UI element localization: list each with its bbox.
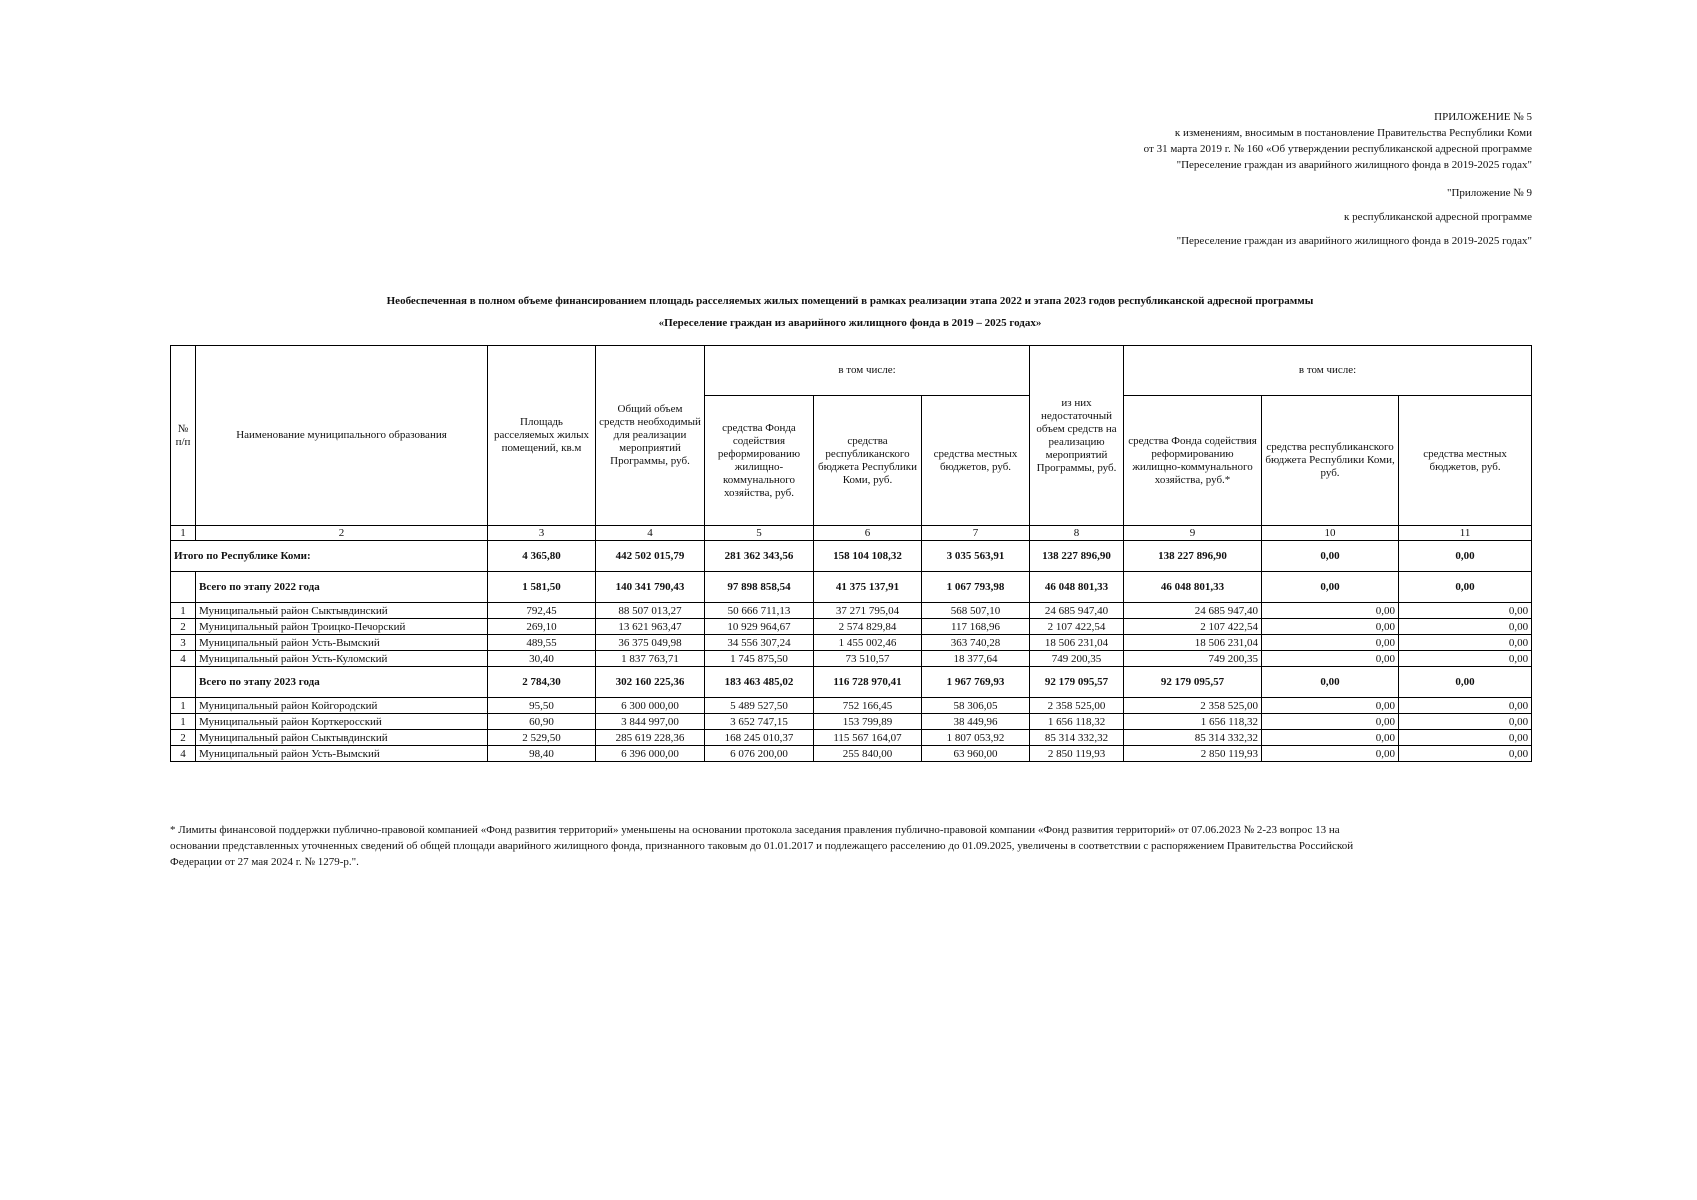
cell-value: 0,00 [1262, 746, 1399, 762]
footnote-line: основании представленных уточненных сведений об общей площади аварийного жилищного фонда, признанного таковым до 01.01.2017 и подлежащего расселению до 01.09.2025, увеличены в соответствии с распоряжением Правительства Российской [170, 840, 1354, 852]
cell-value: 2 358 525,00 [1030, 698, 1124, 714]
cell-value: 2 529,50 [488, 730, 596, 746]
cell-value: 0,00 [1399, 714, 1532, 730]
cell-value: 60,90 [488, 714, 596, 730]
summary-label: Итого по Республике Коми: [171, 541, 488, 572]
cell-value: 1 455 002,46 [814, 635, 922, 651]
header-total-cost: Общий объем средств необходимый для реализации мероприятий Программы, руб. [596, 346, 705, 526]
header-local-budget: средства местных бюджетов, руб. [922, 396, 1030, 526]
summary-row [171, 572, 1532, 603]
table-row [171, 603, 1532, 619]
table-row [171, 651, 1532, 667]
cell-value: 1 745 875,50 [705, 651, 814, 667]
header-group-including: в том числе: [1124, 346, 1532, 396]
column-number: 2 [196, 526, 488, 541]
cell-value: 792,45 [488, 603, 596, 619]
footnote-line: Федерации от 27 мая 2024 г. № 1279-р.". [170, 856, 359, 868]
cell-value: 0,00 [1399, 619, 1532, 635]
municipality-name: Муниципальный район Корткеросский [196, 714, 488, 730]
cell-value: 1 807 053,92 [922, 730, 1030, 746]
summary-value: 302 160 225,36 [596, 667, 705, 698]
cell-value: 0,00 [1399, 698, 1532, 714]
table-row [171, 714, 1532, 730]
cell-value: 2 850 119,93 [1124, 746, 1262, 762]
footnote-line: * Лимиты финансовой поддержки публично-правовой компанией «Фонд развития территорий» уменьшены на основании протокола заседания правления публично-правовой компании «Фонд развития территорий» от 07.06.2023 № 2-23 вопрос 13 на [170, 824, 1340, 836]
cell-value: 73 510,57 [814, 651, 922, 667]
table-row [171, 698, 1532, 714]
cell-value: 2 574 829,84 [814, 619, 922, 635]
summary-value: 0,00 [1262, 667, 1399, 698]
summary-value: 0,00 [1262, 572, 1399, 603]
cell-value: 24 685 947,40 [1030, 603, 1124, 619]
summary-value: 442 502 015,79 [596, 541, 705, 572]
cell-value: 63 960,00 [922, 746, 1030, 762]
municipality-name: Муниципальный район Сыктывдинский [196, 603, 488, 619]
header-fund-shortfall: средства Фонда содействия реформированию жилищно-коммунального хозяйства, руб.* [1124, 396, 1262, 526]
header-row-number: № п/п [171, 346, 196, 526]
funding-table [170, 345, 1532, 762]
cell-value: 2 107 422,54 [1124, 619, 1262, 635]
summary-value: 46 048 801,33 [1124, 572, 1262, 603]
header-republic-budget: средства республиканского бюджета Республики Коми, руб. [814, 396, 922, 526]
municipality-name: Муниципальный район Сыктывдинский [196, 730, 488, 746]
appendix-ref-line: к изменениям, вносимым в постановление Правительства Республики Коми [1174, 127, 1532, 139]
cell-value: 117 168,96 [922, 619, 1030, 635]
cell-value: 37 271 795,04 [814, 603, 922, 619]
cell-value: 0,00 [1262, 714, 1399, 730]
cell-value: 752 166,45 [814, 698, 922, 714]
appendix-ref-line: "Переселение граждан из аварийного жилищного фонда в 2019-2025 годах" [1176, 159, 1532, 171]
prior-appendix-ref: "Переселение граждан из аварийного жилищного фонда в 2019-2025 годах" [1176, 235, 1532, 247]
table-row [171, 635, 1532, 651]
cell-value: 0,00 [1262, 730, 1399, 746]
column-number: 11 [1399, 526, 1532, 541]
footnote [170, 822, 1540, 870]
summary-value: 0,00 [1262, 541, 1399, 572]
cell-value: 0,00 [1399, 730, 1532, 746]
cell-value: 0,00 [1399, 746, 1532, 762]
summary-value: 138 227 896,90 [1030, 541, 1124, 572]
summary-value: 1 967 769,93 [922, 667, 1030, 698]
cell-value: 0,00 [1399, 635, 1532, 651]
cell-value: 749 200,35 [1124, 651, 1262, 667]
municipality-name: Муниципальный район Троицко-Печорский [196, 619, 488, 635]
column-number: 5 [705, 526, 814, 541]
cell-value: 10 929 964,67 [705, 619, 814, 635]
cell-value: 6 076 200,00 [705, 746, 814, 762]
cell-value: 0,00 [1262, 698, 1399, 714]
cell-value: 0,00 [1262, 603, 1399, 619]
summary-row [171, 541, 1532, 572]
cell-value: 489,55 [488, 635, 596, 651]
municipality-name: Муниципальный район Усть-Куломский [196, 651, 488, 667]
header-municipality: Наименование муниципального образования [196, 346, 488, 526]
summary-value: 4 365,80 [488, 541, 596, 572]
cell-value: 85 314 332,32 [1030, 730, 1124, 746]
cell-value: 3 844 997,00 [596, 714, 705, 730]
cell-value: 85 314 332,32 [1124, 730, 1262, 746]
summary-value: 0,00 [1399, 667, 1532, 698]
header-republic-budget-shortfall: средства республиканского бюджета Республики Коми, руб. [1262, 396, 1399, 526]
title-line: «Переселение граждан из аварийного жилищного фонда в 2019 – 2025 годах» [658, 317, 1042, 329]
column-number: 7 [922, 526, 1030, 541]
summary-value: 2 784,30 [488, 667, 596, 698]
prior-appendix-number: "Приложение № 9 [1446, 187, 1532, 199]
summary-value: 1 067 793,98 [922, 572, 1030, 603]
summary-value: 92 179 095,57 [1124, 667, 1262, 698]
cell-value: 95,50 [488, 698, 596, 714]
cell-value: 285 619 228,36 [596, 730, 705, 746]
column-number: 4 [596, 526, 705, 541]
cell-value: 2 358 525,00 [1124, 698, 1262, 714]
cell-value: 0,00 [1262, 619, 1399, 635]
cell-value: 13 621 963,47 [596, 619, 705, 635]
cell-value: 115 567 164,07 [814, 730, 922, 746]
summary-value: 116 728 970,41 [814, 667, 922, 698]
summary-label: Всего по этапу 2022 года [196, 572, 488, 603]
cell-value: 98,40 [488, 746, 596, 762]
row-number: 2 [171, 619, 196, 635]
cell-value: 0,00 [1262, 651, 1399, 667]
column-number: 3 [488, 526, 596, 541]
cell-value: 34 556 307,24 [705, 635, 814, 651]
document-title [170, 290, 1530, 334]
municipality-name: Муниципальный район Усть-Вымский [196, 635, 488, 651]
summary-label: Всего по этапу 2023 года [196, 667, 488, 698]
title-line: Необеспеченная в полном объеме финансированием площадь расселяемых жилых помещений в рамках реализации этапа 2022 и этапа 2023 годов республиканской адресной программы [386, 295, 1314, 307]
empty-cell [171, 667, 196, 698]
appendix-ref-line: от 31 марта 2019 г. № 160 «Об утверждении республиканской адресной программе [1143, 143, 1532, 155]
summary-value: 183 463 485,02 [705, 667, 814, 698]
cell-value: 18 506 231,04 [1030, 635, 1124, 651]
appendix-header [1144, 109, 1532, 249]
cell-value: 568 507,10 [922, 603, 1030, 619]
summary-value: 158 104 108,32 [814, 541, 922, 572]
cell-value: 3 652 747,15 [705, 714, 814, 730]
cell-value: 24 685 947,40 [1124, 603, 1262, 619]
summary-value: 138 227 896,90 [1124, 541, 1262, 572]
empty-cell [171, 572, 196, 603]
cell-value: 6 300 000,00 [596, 698, 705, 714]
column-number: 6 [814, 526, 922, 541]
header-fund: средства Фонда содействия реформированию жилищно-коммунального хозяйства, руб. [705, 396, 814, 526]
summary-value: 281 362 343,56 [705, 541, 814, 572]
cell-value: 36 375 049,98 [596, 635, 705, 651]
appendix-number: ПРИЛОЖЕНИЕ № 5 [1434, 111, 1532, 123]
summary-value: 0,00 [1399, 541, 1532, 572]
header-local-budget-shortfall: средства местных бюджетов, руб. [1399, 396, 1532, 526]
table-body [171, 526, 1532, 762]
cell-value: 269,10 [488, 619, 596, 635]
row-number: 2 [171, 730, 196, 746]
cell-value: 2 107 422,54 [1030, 619, 1124, 635]
column-number: 8 [1030, 526, 1124, 541]
cell-value: 30,40 [488, 651, 596, 667]
cell-value: 153 799,89 [814, 714, 922, 730]
cell-value: 2 850 119,93 [1030, 746, 1124, 762]
municipality-name: Муниципальный район Усть-Вымский [196, 746, 488, 762]
row-number: 3 [171, 635, 196, 651]
cell-value: 18 506 231,04 [1124, 635, 1262, 651]
header-area: Площадь расселяемых жилых помещений, кв.м [488, 346, 596, 526]
row-number: 1 [171, 698, 196, 714]
prior-appendix-ref: к республиканской адресной программе [1344, 211, 1532, 223]
municipality-name: Муниципальный район Койгородский [196, 698, 488, 714]
table-row [171, 730, 1532, 746]
summary-value: 41 375 137,91 [814, 572, 922, 603]
column-number: 9 [1124, 526, 1262, 541]
cell-value: 1 656 118,32 [1124, 714, 1262, 730]
summary-value: 3 035 563,91 [922, 541, 1030, 572]
cell-value: 1 837 763,71 [596, 651, 705, 667]
cell-value: 363 740,28 [922, 635, 1030, 651]
column-number-row [171, 526, 1532, 541]
summary-value: 1 581,50 [488, 572, 596, 603]
cell-value: 50 666 711,13 [705, 603, 814, 619]
row-number: 1 [171, 603, 196, 619]
row-number: 4 [171, 651, 196, 667]
row-number: 4 [171, 746, 196, 762]
cell-value: 168 245 010,37 [705, 730, 814, 746]
summary-value: 46 048 801,33 [1030, 572, 1124, 603]
column-number: 10 [1262, 526, 1399, 541]
cell-value: 5 489 527,50 [705, 698, 814, 714]
cell-value: 0,00 [1262, 635, 1399, 651]
summary-value: 0,00 [1399, 572, 1532, 603]
summary-value: 92 179 095,57 [1030, 667, 1124, 698]
header-shortfall: из них недостаточный объем средств на реализацию мероприятий Программы, руб. [1030, 346, 1124, 526]
cell-value: 38 449,96 [922, 714, 1030, 730]
column-number: 1 [171, 526, 196, 541]
table-row [171, 619, 1532, 635]
summary-row [171, 667, 1532, 698]
cell-value: 1 656 118,32 [1030, 714, 1124, 730]
summary-value: 140 341 790,43 [596, 572, 705, 603]
row-number: 1 [171, 714, 196, 730]
cell-value: 0,00 [1399, 651, 1532, 667]
cell-value: 749 200,35 [1030, 651, 1124, 667]
cell-value: 255 840,00 [814, 746, 922, 762]
cell-value: 18 377,64 [922, 651, 1030, 667]
header-group-including: в том числе: [705, 346, 1030, 396]
cell-value: 88 507 013,27 [596, 603, 705, 619]
table-row [171, 746, 1532, 762]
cell-value: 0,00 [1399, 603, 1532, 619]
cell-value: 6 396 000,00 [596, 746, 705, 762]
cell-value: 58 306,05 [922, 698, 1030, 714]
summary-value: 97 898 858,54 [705, 572, 814, 603]
